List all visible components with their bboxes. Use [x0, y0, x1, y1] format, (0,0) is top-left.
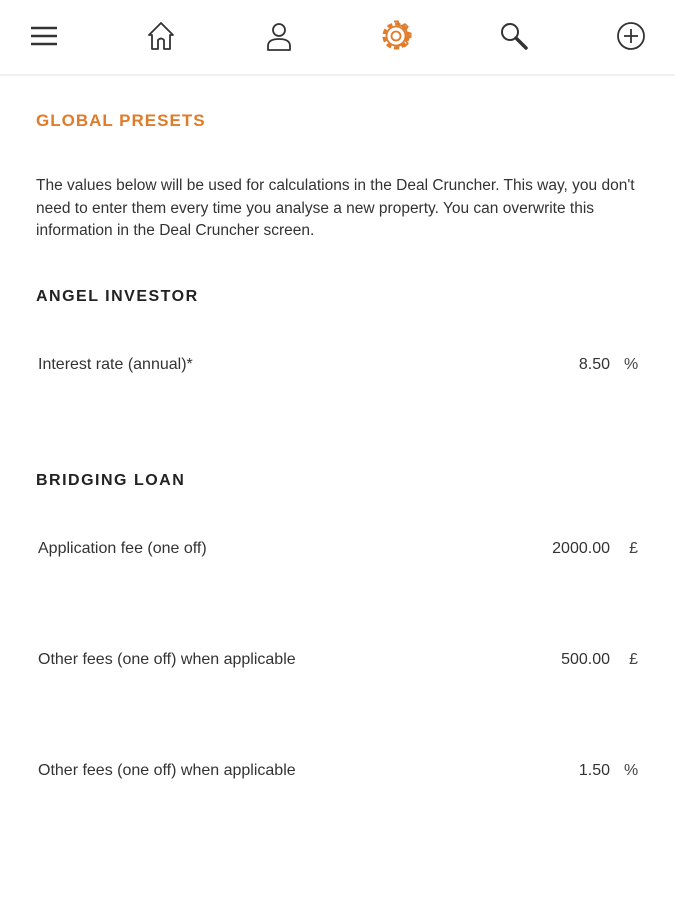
field-unit: %: [624, 356, 639, 373]
hamburger-menu-icon[interactable]: [27, 19, 61, 53]
section-heading-angel-investor: ANGEL INVESTOR: [36, 288, 199, 305]
field-unit: %: [624, 762, 639, 779]
search-icon[interactable]: [497, 19, 531, 53]
page-title: GLOBAL PRESETS: [36, 111, 206, 130]
field-label: Interest rate (annual)*: [38, 356, 193, 373]
user-icon[interactable]: [262, 19, 296, 53]
page-description: The values below will be used for calculations in the Deal Cruncher. This way, you don't need to enter them every time you analyse a new property. You can overwrite this information in the Deal Cruncher screen.: [36, 177, 635, 239]
plus-circle-icon[interactable]: [614, 19, 648, 53]
field-label: Other fees (one off) when applicable: [38, 651, 296, 668]
section-heading-bridging-loan: BRIDGING LOAN: [36, 472, 186, 489]
field-unit: £: [629, 540, 638, 557]
field-value-input[interactable]: 2000.00: [552, 540, 610, 557]
field-label: Application fee (one off): [38, 540, 207, 557]
field-value-input[interactable]: 500.00: [561, 651, 610, 668]
gear-icon[interactable]: [379, 19, 413, 53]
home-icon[interactable]: [144, 19, 178, 53]
top-navigation-bar: [0, 0, 675, 76]
field-other-fees-percent[interactable]: [38, 762, 638, 786]
field-value-input[interactable]: 1.50: [578, 762, 610, 779]
field-interest-rate[interactable]: [38, 356, 638, 380]
field-other-fees-amount[interactable]: [38, 651, 638, 675]
field-unit: £: [629, 651, 638, 668]
field-label: Other fees (one off) when applicable: [38, 762, 296, 779]
field-value-input[interactable]: 8.50: [578, 356, 610, 373]
field-application-fee[interactable]: [38, 540, 638, 564]
